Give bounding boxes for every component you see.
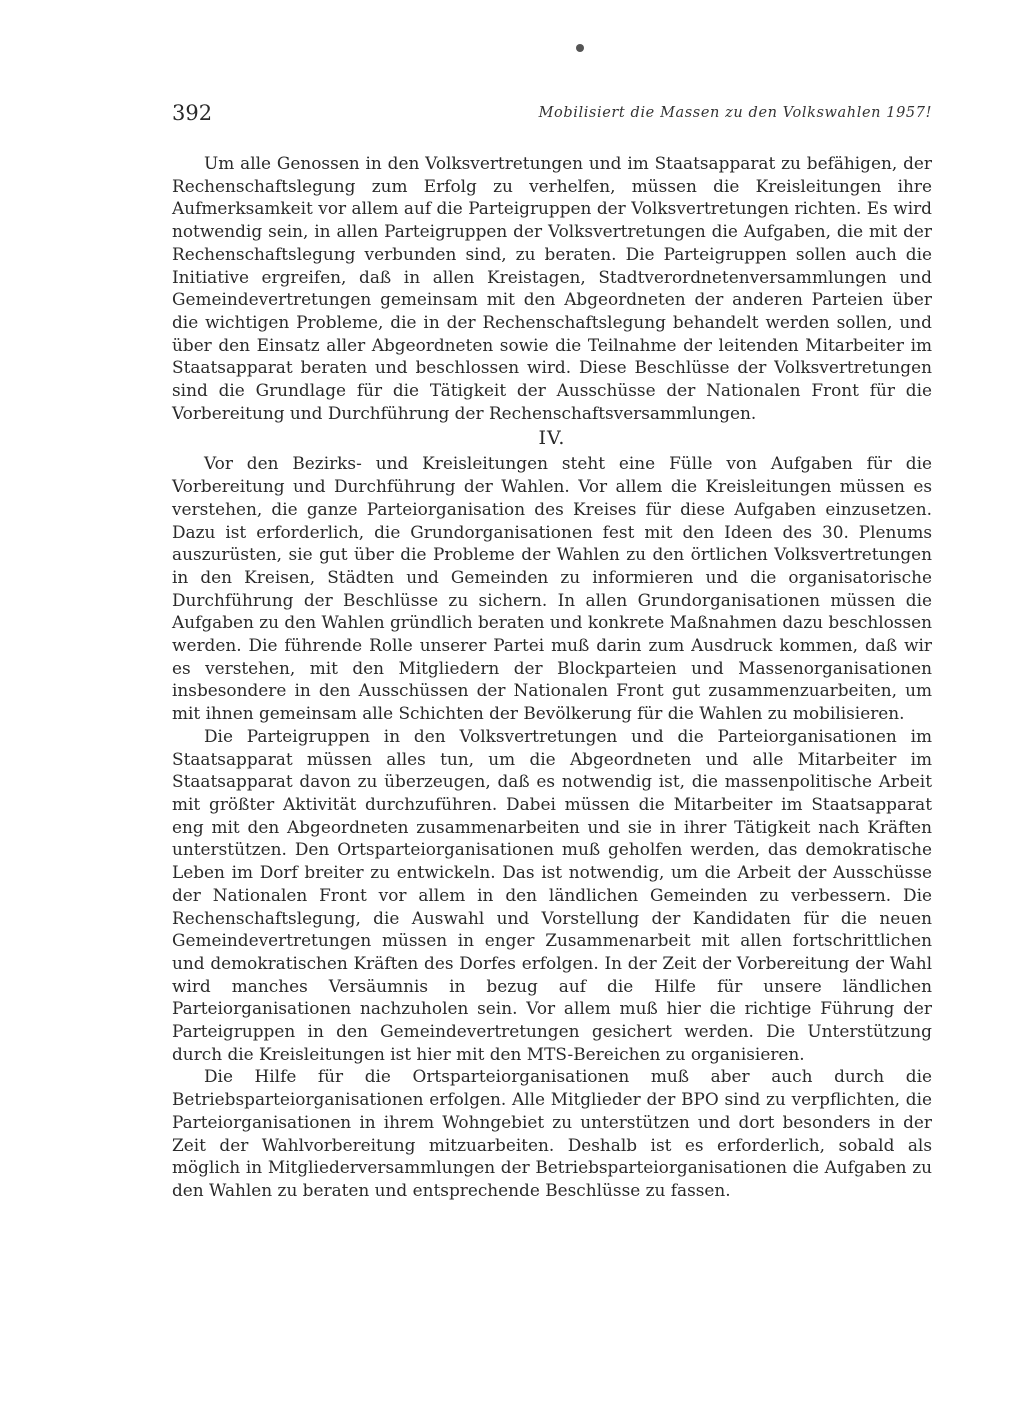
- page-number: 392: [172, 101, 213, 125]
- paragraph-1: Um alle Genossen in den Volksvertretungen und im Staatsapparat zu befähigen, der Rechenschaftslegung zum Erfolg zu verhelfen, müssen die Kreisleitungen ihre Aufmerksamkeit vor allem auf die Parteigruppen der Volksvertretungen richten. Es wird notwendig sein, in allen Parteigruppen der Volksvertretungen die Aufgaben, die mit der Rechenschaftslegung verbunden sind, zu beraten. Die Parteigruppen sollen auch die Initiative ergreifen, daß in allen Kreistagen, Stadtverordnetenversammlungen und Gemeindevertretungen gemeinsam mit den Abgeordneten der anderen Parteien über die wichtigen Probleme, die in der Rechenschaftslegung behandelt werden sollen, und über den Einsatz aller Abgeordneten sowie die Teilnahme der leitenden Mitarbeiter im Staatsapparat beraten und beschlossen wird. Diese Beschlüsse der Volksvertretungen sind die Grundlage für die Tätigkeit der Ausschüsse der Nationalen Front für die Vorbereitung und Durchführung der Rechenschaftsversammlungen.: [172, 153, 932, 423]
- body-text: [172, 152, 932, 1202]
- section-heading: IV.: [538, 427, 566, 450]
- running-title: Mobilisiert die Massen zu den Volkswahlen 1957!: [538, 105, 932, 121]
- paragraph-3: Die Parteigruppen in den Volksvertretungen und die Parteiorganisationen im Staatsapparat müssen alles tun, um die Abgeordneten und alle Mitarbeiter im Staatsapparat davon zu überzeugen, daß es notwendig ist, die massenpolitische Arbeit mit größter Aktivität durchzuführen. Dabei müssen die Mitarbeiter im Staatsapparat eng mit den Abgeordneten zusammenarbeiten und sie in ihrer Tätigkeit nach Kräften unterstützen. Den Ortsparteiorganisationen muß geholfen werden, das demokratische Leben im Dorf breiter zu entwickeln. Das ist notwendig, um die Arbeit der Ausschüsse der Nationalen Front vor allem in den ländlichen Gemeinden zu verbessern. Die Rechenschaftslegung, die Auswahl und Vorstellung der Kandidaten für die neuen Gemeindevertretungen müssen in enger Zusammenarbeit mit allen fortschrittlichen und demokratischen Kräften des Dorfes erfolgen. In der Zeit der Vorbereitung der Wahl wird manches Versäumnis in bezug auf die Hilfe für unsere ländlichen Parteiorganisationen nachzuholen sein. Vor allem muß hier die richtige Führung der Parteigruppen in den Gemeindevertretungen gesichert werden. Die Unterstützung durch die Kreisleitungen ist hier mit den MTS-Bereichen zu organisieren.: [172, 725, 932, 1064]
- page-header: [172, 98, 932, 128]
- paragraph-4: Die Hilfe für die Ortsparteiorganisationen muß aber auch durch die Betriebsparteiorganisationen erfolgen. Alle Mitglieder der BPO sind zu verpflichten, die Parteiorganisationen in ihrem Wohngebiet zu unterstützen und dort besonders in der Zeit der Wahlvorbereitung mitzuarbeiten. Deshalb ist es erforderlich, sobald als möglich in Mitgliederversammlungen der Betriebsparteiorganisationen die Aufgaben zu den Wahlen zu beraten und entsprechende Beschlüsse zu fassen.: [172, 1066, 932, 1200]
- paragraph-2: Vor den Bezirks- und Kreisleitungen steht eine Fülle von Aufgaben für die Vorbereitung und Durchführung der Wahlen. Vor allem die Kreisleitungen müssen es verstehen, die ganze Parteiorganisation des Kreises für diese Aufgaben einzusetzen. Dazu ist erforderlich, die Grundorganisationen fest mit den Ideen des 30. Plenums auszurüsten, sie gut über die Probleme der Wahlen zu den örtlichen Volksvertretungen in den Kreisen, Städten und Gemeinden zu informieren und die organisatorische Durchführung der Beschlüsse zu sichern. In allen Grundorganisationen müssen die Aufgaben zu den Wahlen gründlich beraten und konkrete Maßnahmen dazu beschlossen werden. Die führende Rolle unserer Partei muß darin zum Ausdruck kommen, daß wir es verstehen, mit den Mitgliedern der Blockparteien und Massenorganisationen insbesondere in den Ausschüssen der Nationalen Front gut zusammenzuarbeiten, um mit ihnen gemeinsam alle Schichten der Bevölkerung für die Wahlen zu mobilisieren.: [172, 453, 932, 724]
- ornament-dot: [576, 44, 584, 52]
